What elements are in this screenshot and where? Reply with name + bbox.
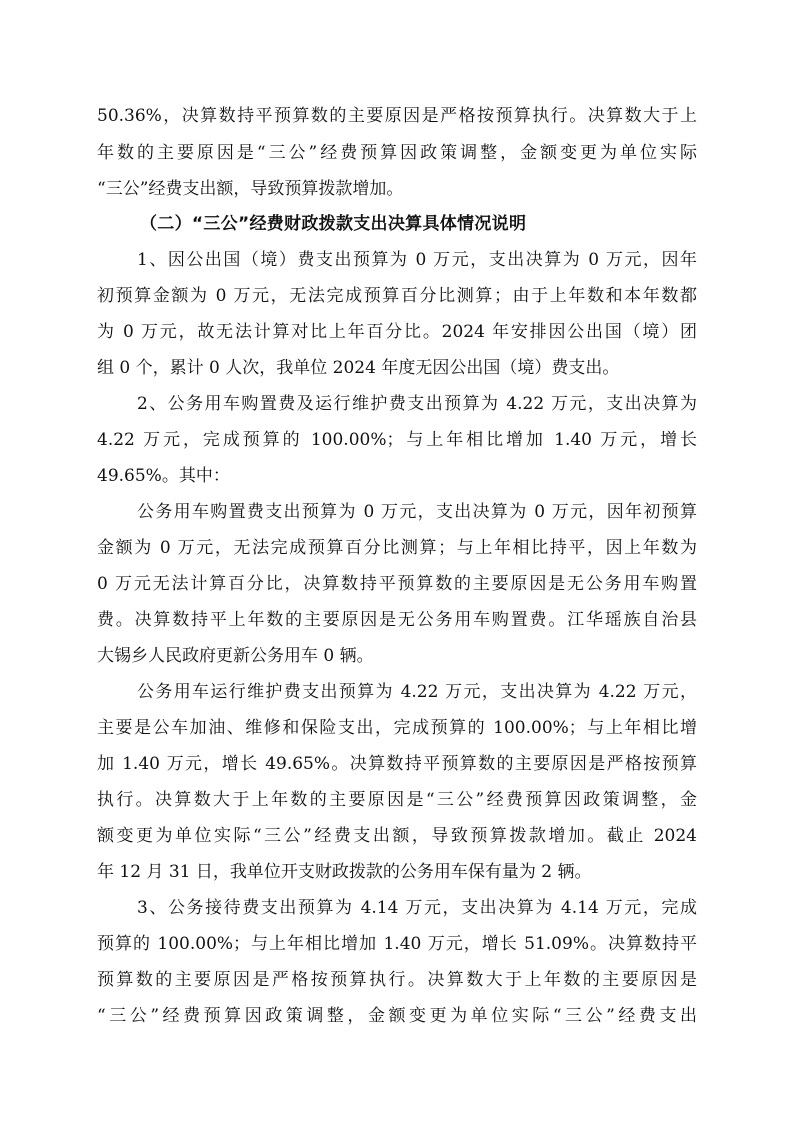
paragraph-line: 3、公务接待费支出预算为 4.14 万元，支出决算为 4.14 万元，完成 (137, 898, 697, 918)
paragraph-line: 50.36%，决算数持平预算数的主要原因是严格按预算执行。决算数大于上 (97, 106, 697, 126)
paragraph-line: 大锡乡人民政府更新公务用车 0 辆。 (97, 646, 374, 666)
paragraph-line: 公务用车运行维护费支出预算为 4.22 万元，支出决算为 4.22 万元， (137, 682, 697, 702)
paragraph-line: 为 0 万元，故无法计算对比上年百分比。2024 年安排因公出国（境）团 (97, 322, 697, 342)
paragraph-line: 年数的主要原因是“三公”经费预算因政策调整，金额变更为单位实际 (97, 143, 697, 163)
paragraph-line: 组 0 个，累计 0 人次，我单位 2024 年度无因公出国（境）费支出。 (97, 358, 620, 378)
paragraph-line: 年 12 月 31 日，我单位开支财政拨款的公务用车保有量为 2 辆。 (97, 862, 592, 882)
paragraph-line: 初预算金额为 0 万元，无法完成预算百分比测算；由于上年数和本年数都 (97, 286, 697, 306)
paragraph-line: 4.22 万元，完成预算的 100.00%；与上年相比增加 1.40 万元，增长 (97, 430, 697, 450)
paragraph-line: “三公”经费预算因政策调整，金额变更为单位实际“三公”经费支出 (97, 1006, 697, 1026)
paragraph-line: 2、公务用车购置费及运行维护费支出预算为 4.22 万元，支出决算为 (137, 394, 697, 414)
paragraph-line: 加 1.40 万元，增长 49.65%。决算数持平预算数的主要原因是严格按预算 (97, 754, 697, 774)
paragraph-line: 预算数的主要原因是严格按预算执行。决算数大于上年数的主要原因是 (97, 970, 697, 990)
paragraph-line: “三公”经费支出额，导致预算拨款增加。 (97, 179, 404, 199)
paragraph-line: 执行。决算数大于上年数的主要原因是“三公”经费预算因政策调整，金 (97, 790, 697, 810)
paragraph-line: 预算的 100.00%；与上年相比增加 1.40 万元，增长 51.09%。决算数持平 (97, 934, 697, 954)
paragraph-line: 费。决算数持平上年数的主要原因是无公务用车购置费。江华瑶族自治县 (97, 610, 697, 630)
paragraph-line: 公务用车购置费支出预算为 0 万元，支出决算为 0 万元，因年初预算 (137, 502, 697, 522)
paragraph-line: 额变更为单位实际“三公”经费支出额，导致预算拨款增加。截止 2024 (97, 826, 697, 846)
paragraph-line: 49.65%。其中： (97, 466, 230, 486)
paragraph-line: 0 万元无法计算百分比，决算数持平预算数的主要原因是无公务用车购置 (97, 574, 697, 594)
section-heading: （二）“三公”经费财政拨款支出决算具体情况说明 (140, 214, 527, 234)
paragraph-line: 1、因公出国（境）费支出预算为 0 万元，支出决算为 0 万元，因年 (137, 250, 697, 270)
paragraph-line: 金额为 0 万元，无法完成预算百分比测算；与上年相比持平，因上年数为 (97, 538, 697, 558)
paragraph-line: 主要是公车加油、维修和保险支出，完成预算的 100.00%；与上年相比增 (97, 718, 697, 738)
